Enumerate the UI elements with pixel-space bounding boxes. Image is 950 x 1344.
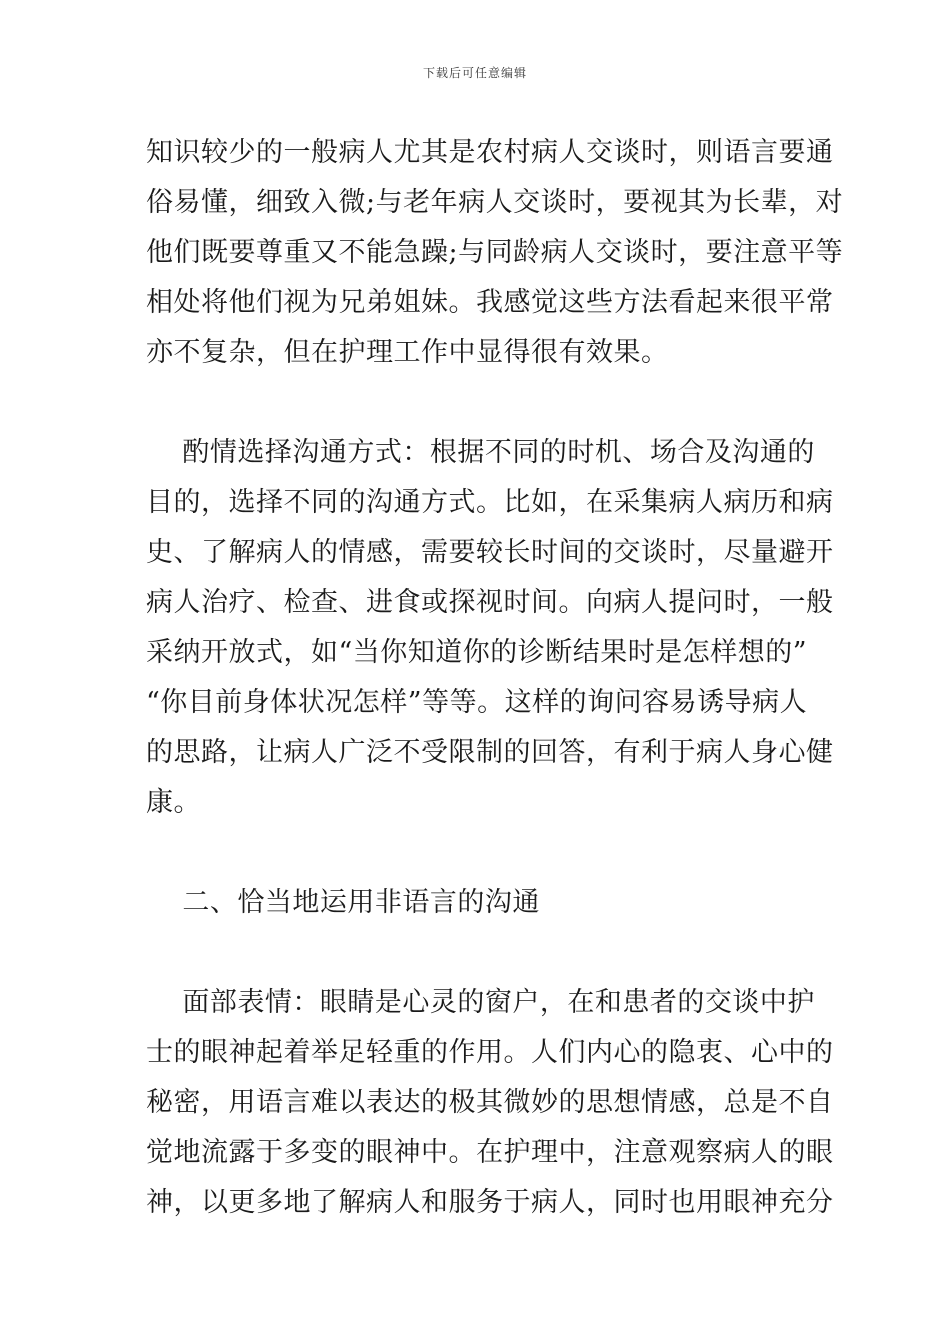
paragraph-gap bbox=[146, 828, 810, 878]
text-line: 康。 bbox=[146, 787, 201, 818]
text-line: 采纳开放式，如“当你知道你的诊断结果时是怎样想的” bbox=[146, 637, 808, 668]
text-line: 俗易懂，细致入微;与老年病人交谈时，要视其为长辈，对 bbox=[146, 187, 844, 218]
document-body bbox=[146, 128, 844, 1228]
section-heading bbox=[146, 878, 810, 928]
text-line: 他们既要尊重又不能急躁;与同龄病人交谈时，要注意平等 bbox=[146, 237, 844, 268]
text-line: 的思路，让病人广泛不受限制的回答，有利于病人身心健 bbox=[146, 737, 834, 768]
text-line: 相处将他们视为兄弟姐妹。我感觉这些方法看起来很平常 bbox=[146, 287, 834, 318]
page-header: 下载后可任意编辑 bbox=[422, 66, 527, 80]
text-line: 士的眼神起着举足轻重的作用。人们内心的隐衷、心中的 bbox=[146, 1037, 834, 1068]
text-line: 秘密，用语言难以表达的极其微妙的思想情感，总是不自 bbox=[146, 1087, 834, 1118]
text-line: 酌情选择沟通方式：根据不同的时机、场合及沟通的 bbox=[146, 437, 815, 468]
text-line: 病人治疗、检查、进食或探视时间。向病人提问时，一般 bbox=[146, 587, 834, 618]
text-line: 亦不复杂，但在护理工作中显得很有效果。 bbox=[146, 337, 669, 368]
text-line: 觉地流露于多变的眼神中。在护理中，注意观察病人的眼 bbox=[146, 1137, 834, 1168]
text-line: 二、恰当地运用非语言的沟通 bbox=[146, 887, 540, 918]
paragraph bbox=[146, 428, 834, 828]
text-line: 史、了解病人的情感，需要较长时间的交谈时，尽量避开 bbox=[146, 537, 834, 568]
text-line: 面部表情：眼睛是心灵的窗户，在和患者的交谈中护 bbox=[146, 987, 815, 1018]
text-line: 神，以更多地了解病人和服务于病人，同时也用眼神充分 bbox=[146, 1187, 834, 1218]
paragraph bbox=[146, 978, 834, 1228]
paragraph bbox=[146, 128, 844, 378]
text-line: “你目前身体状况怎样”等等。这样的询问容易诱导病人 bbox=[146, 687, 808, 718]
text-line: 知识较少的一般病人尤其是农村病人交谈时，则语言要通 bbox=[146, 137, 834, 168]
text-line: 目的，选择不同的沟通方式。比如，在采集病人病历和病 bbox=[146, 487, 834, 518]
paragraph-gap bbox=[146, 378, 810, 428]
paragraph-gap bbox=[146, 928, 810, 978]
